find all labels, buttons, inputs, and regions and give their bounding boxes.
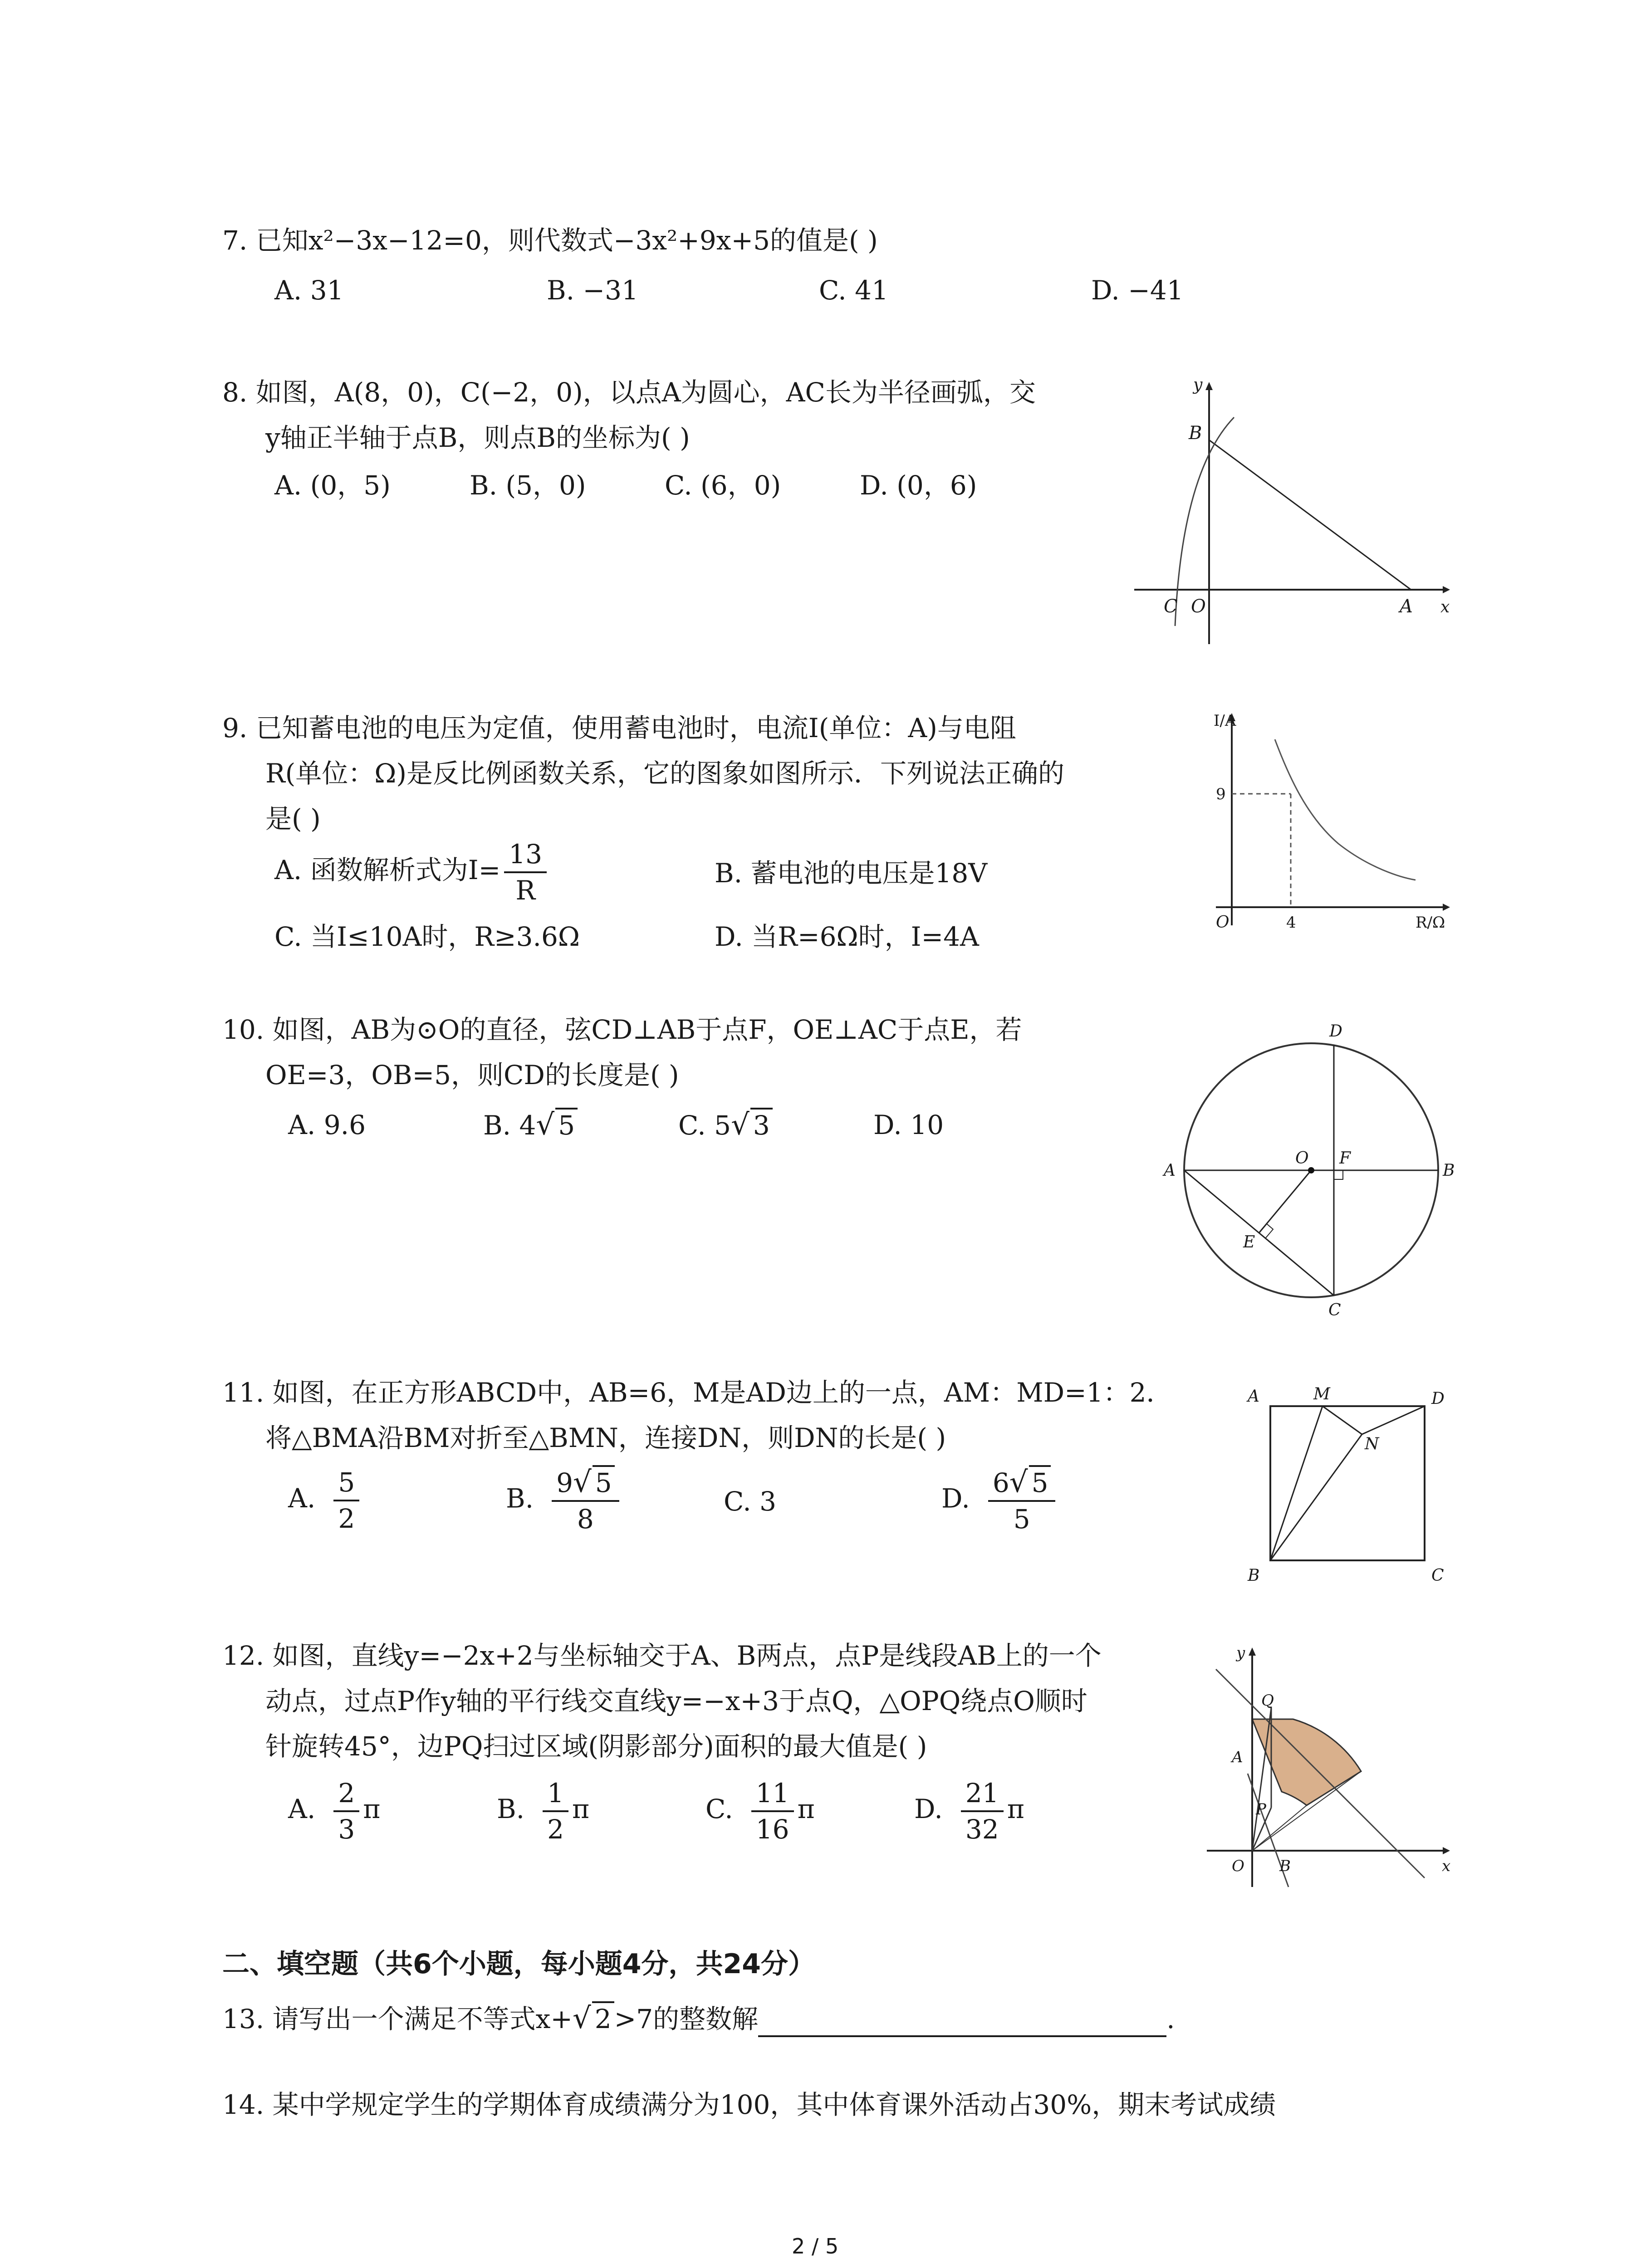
q9-line1: 9. 已知蓄电池的电压为定值，使用蓄电池时，电流I(单位：A)与电阻 xyxy=(222,713,1016,743)
label-c: C xyxy=(1164,596,1178,617)
fraction-denominator: R xyxy=(515,875,536,906)
segment-mn xyxy=(1323,1406,1362,1434)
q10-figure xyxy=(1148,1016,1474,1325)
q10-option-b-text: B. 4 xyxy=(483,1110,536,1141)
q10-option-a: A. 9.6 xyxy=(288,1110,366,1140)
q11-option-a-fraction xyxy=(333,1465,359,1536)
pi-symbol: π xyxy=(572,1794,590,1825)
fraction-numerator xyxy=(988,1465,1056,1502)
label-x: x xyxy=(1440,598,1450,616)
q11-option-c: C. 3 xyxy=(724,1486,777,1517)
answer-blank[interactable] xyxy=(758,2010,1166,2037)
fraction-denominator: 16 xyxy=(755,1814,789,1845)
q12-line3: 针旋转45°，边PQ扫过区域(阴影部分)面积的最大值是( ) xyxy=(265,1731,927,1762)
q12-option-a-text: A. xyxy=(288,1794,316,1825)
q11-figure xyxy=(1234,1379,1470,1597)
label-x: x xyxy=(1442,1857,1451,1875)
q7-stem: 7. 已知x²−3x−12=0，则代数式−3x²+9x+5的值是( ) xyxy=(222,225,878,256)
q7-option-c: C. 41 xyxy=(819,275,888,306)
sqrt-icon: √ xyxy=(573,1466,592,1499)
segment-dn xyxy=(1362,1406,1425,1434)
q10-option-c-text: C. 5 xyxy=(678,1110,731,1141)
label-ia: I/A xyxy=(1214,712,1236,730)
label-q: Q xyxy=(1261,1691,1274,1710)
q9-option-a-fraction xyxy=(504,837,547,908)
q8-line2: y轴正半轴于点B，则点B的坐标为( ) xyxy=(265,422,690,453)
label-a: A xyxy=(1400,596,1413,617)
section-title: 二、填空题（共6个小题，每小题4分，共24分） xyxy=(222,1948,815,1980)
label-e: E xyxy=(1243,1233,1255,1251)
q13 xyxy=(222,2000,1175,2037)
square-abcd xyxy=(1270,1406,1425,1560)
q10-line2: OE=3，OB=5，则CD的长度是( ) xyxy=(265,1060,679,1090)
fraction xyxy=(961,1776,1004,1847)
label-a: A xyxy=(1164,1161,1176,1180)
fraction-denominator: 8 xyxy=(577,1504,594,1535)
segment-ab xyxy=(1209,440,1411,590)
fraction-denominator: 3 xyxy=(338,1814,355,1845)
q11-option-a-text: A. xyxy=(288,1483,316,1514)
q11-option-b-text: B. xyxy=(506,1483,534,1514)
label-o: O xyxy=(1191,596,1206,617)
label-d: D xyxy=(1329,1022,1342,1041)
coefficient: 9 xyxy=(556,1467,573,1498)
label-d: D xyxy=(1431,1389,1445,1408)
q7-option-b: B. −31 xyxy=(547,275,638,306)
q10-line1: 10. 如图，AB为⊙O的直径，弦CD⊥AB于点F，OE⊥AC于点E，若 xyxy=(222,1014,1022,1045)
label-b: B xyxy=(1279,1857,1291,1875)
q9-option-a xyxy=(274,837,550,908)
radicand: 5 xyxy=(1029,1465,1051,1499)
q9-option-c: C. 当I≤10A时，R≥3.6Ω xyxy=(274,921,580,952)
q9-option-b: B. 蓄电池的电压是18V xyxy=(715,858,988,889)
q12-option-c xyxy=(705,1776,815,1847)
q12-figure xyxy=(1198,1642,1461,1896)
radicand: 5 xyxy=(593,1465,615,1499)
label-o: O xyxy=(1232,1857,1244,1875)
fraction xyxy=(543,1776,568,1847)
sqrt-icon: √ xyxy=(1009,1466,1028,1499)
q11-option-d-fraction xyxy=(988,1465,1056,1536)
q9-figure xyxy=(1189,703,1470,943)
y-axis-arrow-icon xyxy=(1249,1647,1256,1656)
fraction-numerator: 11 xyxy=(751,1776,794,1812)
q12-option-b-text: B. xyxy=(497,1794,525,1825)
right-angle-f-icon xyxy=(1334,1170,1343,1179)
page-number: 2 / 5 xyxy=(792,2234,839,2258)
q10-option-b xyxy=(483,1107,578,1144)
label-a: A xyxy=(1232,1748,1243,1766)
q10-option-d: D. 10 xyxy=(873,1110,944,1140)
fraction-numerator: 2 xyxy=(333,1776,359,1812)
fraction-denominator: 32 xyxy=(965,1814,999,1845)
sqrt-icon: √ xyxy=(572,2002,591,2035)
q9-option-a-text: A. 函数解析式为I= xyxy=(274,855,501,886)
inverse-curve xyxy=(1275,739,1416,880)
q12-line2: 动点，过点P作y轴的平行线交直线y=−x+3于点Q，△OPQ绕点O顺时 xyxy=(265,1686,1087,1716)
q8-option-b: B. (5，0) xyxy=(470,470,586,501)
label-b: B xyxy=(1189,423,1202,444)
pi-symbol: π xyxy=(797,1794,815,1825)
radicand: 2 xyxy=(592,2001,614,2035)
label-b: B xyxy=(1248,1566,1260,1585)
q10-option-c xyxy=(678,1107,773,1144)
fraction-denominator: 2 xyxy=(547,1814,564,1845)
segment-oe xyxy=(1259,1170,1311,1233)
q11-option-b-fraction xyxy=(552,1465,619,1536)
tick-9: 9 xyxy=(1216,785,1226,803)
label-p: P xyxy=(1256,1800,1266,1818)
q12-option-b xyxy=(497,1776,589,1847)
fraction-numerator: 5 xyxy=(333,1465,359,1501)
segment-bn xyxy=(1270,1434,1362,1560)
pi-symbol: π xyxy=(1007,1794,1024,1825)
radicand: 3 xyxy=(750,1108,773,1141)
q12-option-c-text: C. xyxy=(705,1794,733,1825)
q8-option-a: A. (0，5) xyxy=(274,470,391,501)
right-angle-e-icon xyxy=(1265,1224,1273,1238)
q8-line1: 8. 如图，A(8，0)，C(−2，0)，以点A为圆心，AC长为半径画弧，交 xyxy=(222,377,1036,408)
y-axis-arrow-icon xyxy=(1205,382,1213,390)
q11-option-a xyxy=(288,1465,363,1536)
q9-line2: R(单位：Ω)是反比例函数关系，它的图象如图所示．下列说法正确的 xyxy=(265,758,1065,789)
q12-option-d-text: D. xyxy=(914,1794,943,1825)
center-dot xyxy=(1308,1167,1314,1173)
label-r: R/Ω xyxy=(1416,914,1445,932)
q11-option-b xyxy=(506,1465,623,1536)
arc-cb xyxy=(1175,417,1234,626)
q12-option-d xyxy=(914,1776,1024,1847)
q12-line1: 12. 如图，直线y=−2x+2与坐标轴交于A、B两点，点P是线段AB上的一个 xyxy=(222,1640,1102,1671)
label-c: C xyxy=(1328,1301,1341,1320)
r-axis-arrow-icon xyxy=(1443,904,1450,911)
tick-4: 4 xyxy=(1286,914,1296,932)
q9-option-d: D. 当R=6Ω时，I=4A xyxy=(715,921,979,952)
fraction-numerator: 13 xyxy=(504,837,547,873)
q11-line1: 11. 如图，在正方形ABCD中，AB=6，M是AD边上的一点，AM：MD=1：2． xyxy=(222,1377,1173,1408)
q7-option-a: A. 31 xyxy=(274,275,344,306)
fraction-numerator: 21 xyxy=(961,1776,1004,1812)
fraction-denominator: 5 xyxy=(1013,1504,1030,1535)
q13-period: . xyxy=(1166,2004,1175,2034)
x-axis-arrow-icon xyxy=(1443,1847,1450,1854)
line-y-neg-x-plus-3 xyxy=(1216,1669,1425,1878)
q14-line1: 14. 某中学规定学生的学期体育成绩满分为100，其中体育课外活动占30%，期末考试成绩 xyxy=(222,2089,1276,2120)
coefficient: 6 xyxy=(992,1467,1009,1498)
label-o: O xyxy=(1295,1149,1309,1168)
q11-option-d xyxy=(941,1465,1059,1536)
q8-option-d: D. (0，6) xyxy=(860,470,977,501)
q13-text-suffix: >7的整数解 xyxy=(614,2004,759,2034)
pi-symbol: π xyxy=(363,1794,381,1825)
fraction-numerator: 1 xyxy=(543,1776,568,1812)
label-n: N xyxy=(1365,1435,1379,1453)
q9-line3: 是( ) xyxy=(265,803,321,834)
label-m: M xyxy=(1313,1385,1330,1403)
label-o: O xyxy=(1216,913,1230,932)
fraction xyxy=(333,1776,359,1847)
label-b: B xyxy=(1443,1161,1455,1180)
q11-line2: 将△BMA沿BM对折至△BMN，连接DN，则DN的长是( ) xyxy=(265,1422,946,1453)
q13-text: 13. 请写出一个满足不等式x+ xyxy=(222,2004,573,2034)
q8-figure xyxy=(1125,372,1461,653)
radicand: 5 xyxy=(555,1108,578,1141)
q8-option-c: C. (6，0) xyxy=(665,470,781,501)
label-a: A xyxy=(1248,1387,1259,1406)
segment-bm xyxy=(1270,1406,1323,1560)
label-y: y xyxy=(1193,376,1203,394)
label-f: F xyxy=(1339,1149,1351,1168)
q7-option-d: D. −41 xyxy=(1091,275,1184,306)
label-c: C xyxy=(1431,1566,1444,1585)
fraction-denominator: 2 xyxy=(338,1503,355,1534)
q11-option-d-text: D. xyxy=(941,1483,970,1514)
x-axis-arrow-icon xyxy=(1443,586,1450,593)
fraction-numerator xyxy=(552,1465,619,1502)
label-y: y xyxy=(1236,1644,1245,1662)
q12-option-a xyxy=(288,1776,380,1847)
sqrt-icon: √ xyxy=(731,1108,749,1142)
fraction xyxy=(751,1776,794,1847)
sqrt-icon: √ xyxy=(536,1108,555,1142)
